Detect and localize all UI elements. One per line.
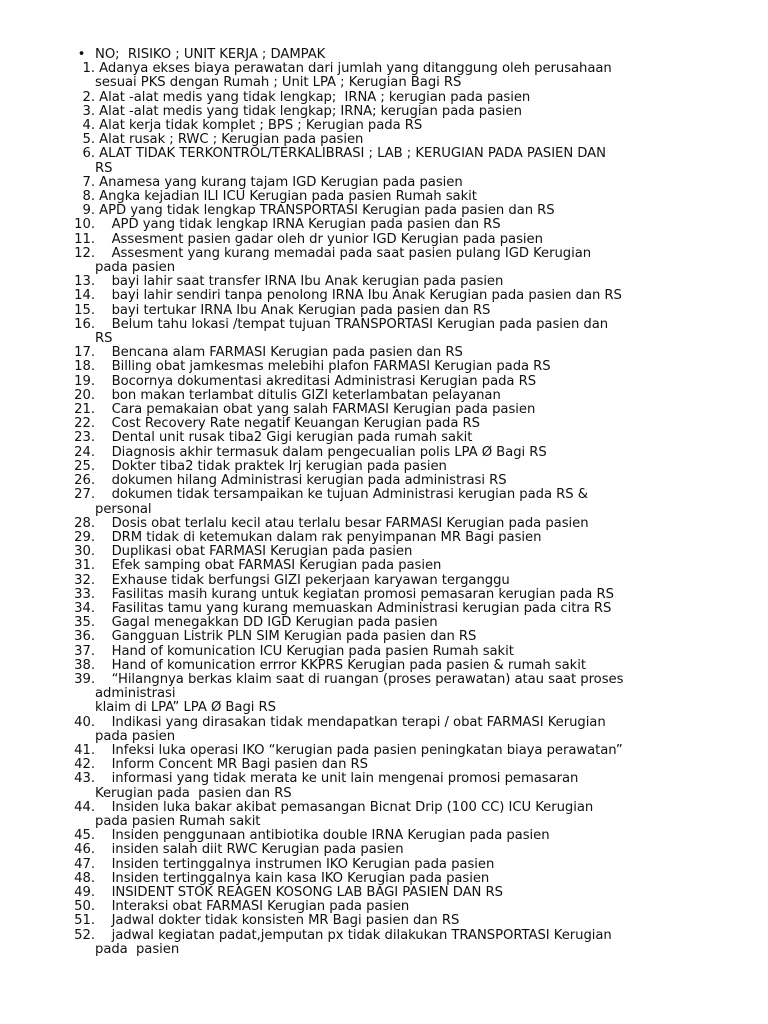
list-item (62, 843, 712, 857)
list-item (62, 531, 712, 545)
list-item-number: 32. (74, 572, 95, 588)
list-item-number: 5. (82, 132, 95, 148)
list-item-number: 18. (74, 359, 95, 375)
list-item (62, 289, 712, 303)
list-item-number: 36. (74, 629, 95, 645)
list-item (62, 446, 712, 460)
list-item-text: insiden salah diit RWC Kerugian pada pasien (95, 842, 404, 858)
list-item-continuation: pada pasien Rumah sakit (95, 813, 261, 829)
list-item-text: informasi yang tidak merata ke unit lain mengenai promosi pemasaran (95, 771, 579, 787)
list-item-text: Exhause tidak berfungsi GIZI pekerjaan karyawan terganggu (95, 572, 510, 588)
list-item-text: Billing obat jamkesmas melebihi plafon FARMASI Kerugian pada RS (95, 359, 551, 375)
list-item (62, 517, 712, 531)
list-item-number: 17. (74, 345, 95, 361)
list-item-text: Alat -alat medis yang tidak lengkap; IRNA ; kerugian pada pasien (95, 89, 531, 105)
list-item-number: 14. (74, 288, 95, 304)
list-item-number: 46. (74, 842, 95, 858)
list-item-continuation: Kerugian pada pasien dan RS (95, 785, 292, 801)
list-item (62, 574, 712, 588)
list-item-number: 29. (74, 529, 95, 545)
list-item (62, 545, 712, 559)
list-item (62, 744, 712, 758)
list-item (62, 673, 712, 687)
risk-list (62, 48, 712, 957)
list-item (62, 389, 712, 403)
list-item-number: 45. (74, 828, 95, 844)
list-item-text: Dental unit rusak tiba2 Gigi kerugian pada rumah sakit (95, 430, 473, 446)
list-item (62, 929, 712, 943)
list-item-text: Gagal menegakkan DD IGD Kerugian pada pasien (95, 615, 438, 631)
list-item-number: 25. (74, 458, 95, 474)
list-item (62, 559, 712, 573)
list-item-number: 1. (82, 61, 95, 77)
list-item-text: Cara pemakaian obat yang salah FARMASI Kerugian pada pasien (95, 402, 536, 418)
list-item-text: Anamesa yang kurang tajam IGD Kerugian pada pasien (95, 174, 463, 190)
list-item-text: bon makan terlambat ditulis GIZI keterlambatan pelayanan (95, 387, 501, 403)
list-item-number: 2. (82, 89, 95, 105)
list-item (62, 375, 712, 389)
list-item-text: ALAT TIDAK TERKONTROL/TERKALIBRASI ; LAB ; KERUGIAN PADA PASIEN DAN (95, 146, 606, 162)
list-item (62, 659, 712, 673)
list-item-text: jadwal kegiatan padat,jemputan px tidak dilakukan TRANSPORTASI Kerugian (95, 927, 612, 943)
list-item-number: 43. (74, 771, 95, 787)
list-item-text: Interaksi obat FARMASI Kerugian pada pasien (95, 899, 410, 915)
list-item (62, 758, 712, 772)
list-item (62, 360, 712, 374)
list-item-text: Gangguan Listrik PLN SIM Kerugian pada pasien dan RS (95, 629, 477, 645)
list-item-number: 51. (74, 913, 95, 929)
list-item-text: bayi tertukar IRNA Ibu Anak Kerugian pada pasien dan RS (95, 302, 491, 318)
list-item (62, 914, 712, 928)
list-item-continuation: pada pasien (95, 941, 180, 957)
list-item (62, 488, 712, 502)
list-item-number: 42. (74, 757, 95, 773)
list-item-number: 49. (74, 884, 95, 900)
list-item-number: 34. (74, 600, 95, 616)
list-item-text: Assesment pasien gadar oleh dr yunior IGD Kerugian pada pasien (95, 231, 543, 247)
list-item-text: Insiden penggunaan antibiotika double IRNA Kerugian pada pasien (95, 828, 550, 844)
list-item (62, 218, 712, 232)
list-item-number: 7. (82, 174, 95, 190)
list-item-text: Jadwal dokter tidak konsisten MR Bagi pasien dan RS (95, 913, 460, 929)
list-item-text: Hand of komunication errror KKPRS Kerugian pada pasien & rumah sakit (95, 657, 586, 673)
list-item-text: DRM tidak di ketemukan dalam rak penyimpanan MR Bagi pasien (95, 529, 542, 545)
list-item-text: Infeksi luka operasi IKO “kerugian pada pasien peningkatan biaya perawatan” (95, 742, 623, 758)
list-item-number: 12. (74, 245, 95, 261)
list-item (62, 772, 712, 786)
list-item-text: Insiden luka bakar akibat pemasangan Bicnat Drip (100 CC) ICU Kerugian (95, 799, 594, 815)
list-header-text: NO; RISIKO ; UNIT KERJA ; DAMPAK (95, 47, 326, 62)
list-item (62, 233, 712, 247)
list-item-text: dokumen hilang Administrasi kerugian pada administrasi RS (95, 473, 507, 489)
list-item (62, 630, 712, 644)
list-item (62, 829, 712, 843)
list-item-number: 10. (74, 217, 95, 233)
list-item-text: bayi lahir sendiri tanpa penolong IRNA Ibu Anak Kerugian pada pasien dan RS (95, 288, 622, 304)
list-item (62, 645, 712, 659)
list-item-continuation: personal (95, 501, 152, 517)
list-item-number: 33. (74, 586, 95, 602)
list-item-text: APD yang tidak lengkap IRNA Kerugian pada pasien dan RS (95, 217, 501, 233)
list-item (62, 801, 712, 815)
list-item-number: 47. (74, 856, 95, 872)
list-item-text: Cost Recovery Rate negatif Keuangan Kerugian pada RS (95, 416, 480, 432)
list-item (62, 886, 712, 900)
list-item-text: Belum tahu lokasi /tempat tujuan TRANSPORTASI Kerugian pada pasien dan (95, 316, 609, 332)
list-item (62, 858, 712, 872)
list-item (62, 204, 712, 218)
list-item-text: Indikasi yang dirasakan tidak mendapatkan terapi / obat FARMASI Kerugian (95, 714, 606, 730)
list-item (62, 147, 712, 161)
list-item-number: 21. (74, 402, 95, 418)
list-item (62, 247, 712, 261)
list-item-number: 27. (74, 487, 95, 503)
list-item (62, 119, 712, 133)
list-item-number: 23. (74, 430, 95, 446)
list-item-number: 8. (82, 189, 95, 205)
list-item-text: Angka kejadian ILI ICU Kerugian pada pasien Rumah sakit (95, 189, 477, 205)
list-item (62, 900, 712, 914)
list-item-number: 41. (74, 742, 95, 758)
list-item-text: Dosis obat terlalu kecil atau terlalu besar FARMASI Kerugian pada pasien (95, 515, 589, 531)
list-item-number: 4. (82, 118, 95, 134)
list-item (62, 602, 712, 616)
list-item-continuation: pada pasien (95, 260, 176, 276)
list-item-number: 3. (82, 103, 95, 119)
list-item-number: 6. (82, 146, 95, 162)
list-item-text: Fasilitas masih kurang untuk kegiatan promosi pemasaran kerugian pada RS (95, 586, 614, 602)
list-item (62, 318, 712, 332)
list-item-text: Assesment yang kurang memadai pada saat pasien pulang IGD Kerugian (95, 245, 592, 261)
list-item-text: Hand of komunication ICU Kerugian pada pasien Rumah sakit (95, 643, 514, 659)
list-item-text: Bencana alam FARMASI Kerugian pada pasien dan RS (95, 345, 463, 361)
list-item-number: 19. (74, 373, 95, 389)
list-item-number: 35. (74, 615, 95, 631)
list-item (62, 474, 712, 488)
list-item-number: 15. (74, 302, 95, 318)
list-item-text: Alat kerja tidak komplet ; BPS ; Kerugian pada RS (95, 118, 423, 134)
list-item-number: 40. (74, 714, 95, 730)
list-item-number: 20. (74, 387, 95, 403)
list-item (62, 176, 712, 190)
list-item (62, 460, 712, 474)
list-item (62, 403, 712, 417)
list-item (62, 105, 712, 119)
list-item (62, 190, 712, 204)
list-item-number: 39. (74, 671, 95, 687)
list-item-number: 48. (74, 870, 95, 886)
list-item-text: “Hilangnya berkas klaim saat di ruangan (proses perawatan) atau saat proses (95, 671, 624, 687)
list-item-number: 52. (74, 927, 95, 943)
list-item-continuation: administrasi klaim di LPA” LPA Ø Bagi RS (95, 686, 276, 716)
list-item (62, 91, 712, 105)
list-item (62, 275, 712, 289)
list-item-number: 44. (74, 799, 95, 815)
list-header (62, 48, 712, 62)
list-item-number: 22. (74, 416, 95, 432)
list-item-number: 11. (74, 231, 95, 247)
list-item-continuation: sesuai PKS dengan Rumah ; Unit LPA ; Kerugian Bagi RS (95, 75, 462, 91)
list-item-text: Inform Concent MR Bagi pasien dan RS (95, 757, 368, 773)
list-item-number: 28. (74, 515, 95, 531)
list-item-number: 37. (74, 643, 95, 659)
list-item (62, 346, 712, 360)
list-item-text: INSIDENT STOK REAGEN KOSONG LAB BAGI PASIEN DAN RS (95, 884, 503, 900)
list-item (62, 716, 712, 730)
list-item-number: 13. (74, 274, 95, 290)
list-item (62, 133, 712, 147)
list-item-continuation: RS (95, 331, 113, 347)
list-item (62, 588, 712, 602)
list-item-number: 9. (82, 203, 95, 219)
list-item-number: 30. (74, 544, 95, 560)
list-item-text: Insiden tertinggalnya kain kasa IKO Kerugian pada pasien (95, 870, 490, 886)
list-item-text: APD yang tidak lengkap TRANSPORTASI Kerugian pada pasien dan RS (95, 203, 555, 219)
list-item (62, 304, 712, 318)
list-item (62, 616, 712, 630)
list-item-text: Dokter tiba2 tidak praktek Irj kerugian pada pasien (95, 458, 447, 474)
list-item-text: Fasilitas tamu yang kurang memuaskan Administrasi kerugian pada citra RS (95, 600, 612, 616)
list-item-continuation: RS (95, 160, 113, 176)
list-item-text: Adanya ekses biaya perawatan dari jumlah yang ditanggung oleh perusahaan (95, 61, 612, 77)
bullet-marker: • (77, 47, 86, 62)
list-item (62, 62, 712, 76)
list-item (62, 431, 712, 445)
list-item-text: bayi lahir saat transfer IRNA Ibu Anak kerugian pada pasien (95, 274, 504, 290)
list-item-text: dokumen tidak tersampaikan ke tujuan Administrasi kerugian pada RS & (95, 487, 588, 503)
list-item (62, 417, 712, 431)
list-item (62, 872, 712, 886)
list-item-number: 31. (74, 558, 95, 574)
list-item-text: Alat -alat medis yang tidak lengkap; IRNA; kerugian pada pasien (95, 103, 522, 119)
list-item-number: 50. (74, 899, 95, 915)
list-item-number: 38. (74, 657, 95, 673)
list-item-text: Efek samping obat FARMASI Kerugian pada pasien (95, 558, 442, 574)
list-item-text: Alat rusak ; RWC ; Kerugian pada pasien (95, 132, 364, 148)
list-item-text: Insiden tertinggalnya instrumen IKO Kerugian pada pasien (95, 856, 495, 872)
list-item-number: 16. (74, 316, 95, 332)
list-item-continuation: pada pasien (95, 728, 176, 744)
list-item-text: Duplikasi obat FARMASI Kerugian pada pasien (95, 544, 413, 560)
list-item-number: 26. (74, 473, 95, 489)
list-item-number: 24. (74, 444, 95, 460)
list-item-text: Diagnosis akhir termasuk dalam pengecualian polis LPA Ø Bagi RS (95, 444, 547, 460)
list-item-text: Bocornya dokumentasi akreditasi Administrasi Kerugian pada RS (95, 373, 537, 389)
